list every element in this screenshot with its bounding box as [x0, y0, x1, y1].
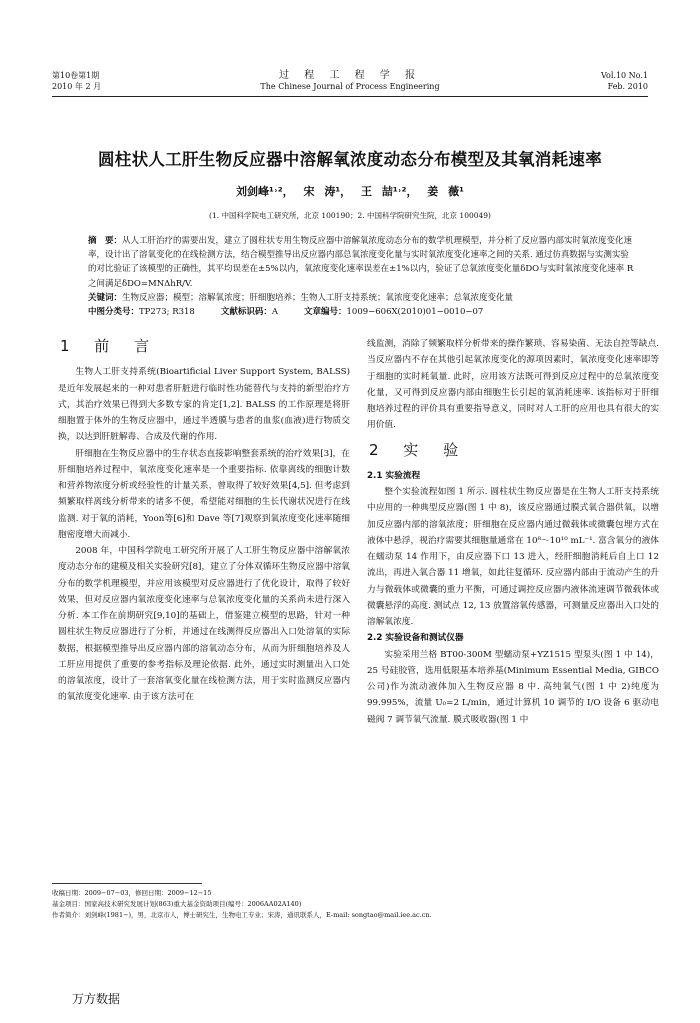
- subsection-heading-equipment: 2.2 实验设备和测试仪器: [367, 633, 464, 644]
- volume-number: Vol.10 No.1: [601, 71, 648, 80]
- article-number: [304, 305, 483, 319]
- paragraph: 线监测，消除了频繁取样分析带来的操作繁琐、容易染菌、无法自控等缺点. 当反应器内不存在其他引起氧浓度变化的源项因素时，氧浓度变化速率即等于细胞的实时耗氧量. 此时，应用该方法既可得到反应过程中的总氧浓度变化量，又可得到反应器内部由细胞生长引起的氧消耗速率. 该指标对于肝细胞培养过程的评价具有重要指导意义，同时对人工肝的应用也具有很大的实用价值.: [367, 339, 659, 431]
- paragraph: 实验采用兰格 BT00-300M 型蠕动泵+YZ1515 型泵头(图 1 中 14)，25 号硅胶管，选用低限基本培养基(Minimum Essential Media, GIBCO 公司)作为流动液体加入生物反应器 8 中. 高纯氧气(图 1 中 2)纯度为99.995%，流量 U₀=2 L/min，通过计算机 10 调节的 I/O 设备 6 驱动电磁阀 7 调节氧气流量. 膜式吸收器(图 1 中: [367, 649, 659, 725]
- journal-name-en: The Chinese Journal of Process Engineering: [260, 82, 440, 91]
- paragraph: 整个实验流程如图 1 所示. 圆柱状生物反应器是在生物人工肝支持系统中应用的一种典型反应器(图 1 中 8)，该反应器通过膜式氧合器供氧，以增加反应器内部的溶氧浓度；肝细胞在反应器内通过微载体或微囊包埋方式在液体中悬浮，视治疗需要其细胞量通常在 10⁸～10¹⁰ mL⁻¹. 富含氧分的液体在蠕动泵 14 作用下，由反应器下口 13 进入，经肝细胞消耗后自上口 12 流出，再进入氧合器 11 增氧，如此往复循环. 反应器内部由于流动产生的升力与微载体或微囊的重力平衡，可通过调控反应器内液体流速调节微载体或微囊悬浮的高度. 测试点 12, 13 放置溶氧传感器，可测量反应器出入口处的溶解氧浓度.: [367, 487, 659, 627]
- paper-title: 圆柱状人工肝生物反应器中溶解氧浓度动态分布模型及其氧消耗速率: [98, 150, 602, 169]
- subsection-heading-procedure: 2.1 实验流程: [367, 470, 421, 481]
- abstract-label: 摘 要：: [88, 236, 123, 246]
- doc-code-label: 文献标识码：: [220, 307, 272, 318]
- clc-number: [88, 305, 195, 319]
- issue-date: 2010 年 2 月: [52, 82, 102, 91]
- article-no-value: 1009−606X(2010)01−0010−07: [346, 307, 484, 318]
- affiliation: (1. 中国科学院电工研究所，北京 100190；2. 中国科学院研究生院，北京 100049): [209, 211, 491, 220]
- issue-date-en: Feb. 2010: [607, 82, 648, 91]
- author-bio: 作者简介：刘剑峰(1981−)，男，北京市人，博士研究生，生物电工专业；宋涛，通讯联系人，E-mail: songtao@mail.iee.ac.cn.: [52, 911, 432, 919]
- header-rule: [52, 96, 648, 97]
- paragraph: 2008 年，中国科学院电工研究所开展了人工肝生物反应器中溶解氧浓度动态分布的建模及相关实验研究[8]，建立了分体双循环生物反应器中溶氧分布的数学机理模型，并应用该模型对反应器进行了优化设计，取得了较好效果，但对反应器内氧浓度变化速率与总氧浓度变化量的关系尚未进行深入分析. 本工作在前期研究[9,10]的基础上，借鉴建立模型的思路，针对一种圆柱状生物反应器进行了分析，并通过在线测得反应器出入口处溶氧的实际数据，根据模型推导出反应器内部的溶氧动态分布，从而为肝细胞培养及人工肝应用提供了重要的参考指标及理论依据. 此外，通过实时测量出入口处的溶氧浓度，设计了一套溶氧变化量在线检测方法，用于实时监测反应器内的氧浓度变化速率. 由于该方法可在: [58, 546, 350, 703]
- left-column: [58, 336, 350, 706]
- paragraph: 生物人工肝支持系统(Bioartificial Liver Support System, BALSS)是近年发展起来的一种对患者肝脏进行临时性功能替代与支持的新型治疗方式，其治疗效果已得到大多数专家的肯定[1,2]. BALSS 的工作原理是将肝细胞置于体外的生物反应器中，通过半透膜与患者的血浆(血液)进行物质交换，以达到肝脏解毒、合成及代谢的作用.: [58, 367, 350, 443]
- abstract: [88, 234, 636, 291]
- header-center: [200, 70, 500, 92]
- header-right: [601, 70, 648, 92]
- keywords-text: 生物反应器；模型；溶解氧浓度；肝细胞培养；生物人工肝支持系统；氧浓度变化速率；总氧浓度变化量: [122, 292, 514, 303]
- document-code: [221, 305, 278, 319]
- classification-row: [88, 305, 636, 319]
- article-no-label: 文章编号：: [303, 307, 347, 318]
- keywords: [88, 291, 636, 305]
- clc-value: TP273; R318: [139, 307, 195, 318]
- footnotes: [52, 888, 652, 921]
- keywords-label: 关键词：: [88, 292, 123, 303]
- received-date: 收稿日期：2009−07−03，修回日期：2009−12−15: [52, 889, 212, 897]
- abstract-text: 从人工肝治疗的需要出发，建立了圆柱状专用生物反应器中溶解氧浓度动态分布的数学机理模型，并分析了反应器内部实时氧浓度变化速率，设计出了溶氧变化的在线检测方法，结合模型推导出反应器内部总氧浓度变化量与实时氧浓度变化速率之间的关系. 通过仿真数据与实测实验的对比验证了该模型的正确性，其平均误差在±5%以内，氧浓度变化速率误差在±1%以内，验证了总氧浓度变化量δDO与实时氧浓度变化速率 R 之间满足δDO=MNΔhR/V.: [88, 236, 634, 289]
- section-heading-experiment: 2 实 验: [369, 440, 469, 459]
- volume-issue: 第10卷第1期: [52, 71, 100, 80]
- fund-info: 基金项目：国家高技术研究发展计划(863)重大基金资助项目(编号：2006AA02A140): [52, 900, 302, 908]
- author-list: 刘剑峰¹˒²， 宋 涛¹， 王 喆¹˒²， 姜 薇¹: [236, 185, 464, 198]
- footnote-rule: [52, 883, 202, 884]
- header-left: [52, 70, 101, 92]
- section-heading-introduction: 1 前 言: [60, 337, 160, 355]
- doc-code-value: A: [271, 307, 278, 318]
- watermark: 万方数据: [72, 992, 121, 1006]
- journal-name-cn: 过 程 工 程 学 报: [279, 70, 421, 81]
- paragraph: 肝细胞在生物反应器中的生存状态直接影响整套系统的治疗效果[3]，在肝细胞培养过程中，氧浓度变化速率是一个重要指标. 依靠离线的细胞计数和营养物浓度分析或经验性的计量关系，曾取得了较好效果[4,5]. 但考虑到频繁取样离线分析带来的诸多不便，希望能对细胞的生长代谢状况进行在线监测. 对于氧的消耗，Yoon等[6]和 Dave 等[7]观察到氧浓度变化速率随细胞密度增大而减小.: [58, 448, 350, 540]
- abstract-block: [88, 234, 636, 319]
- right-column: [367, 336, 659, 728]
- clc-label: 中图分类号：: [88, 307, 140, 318]
